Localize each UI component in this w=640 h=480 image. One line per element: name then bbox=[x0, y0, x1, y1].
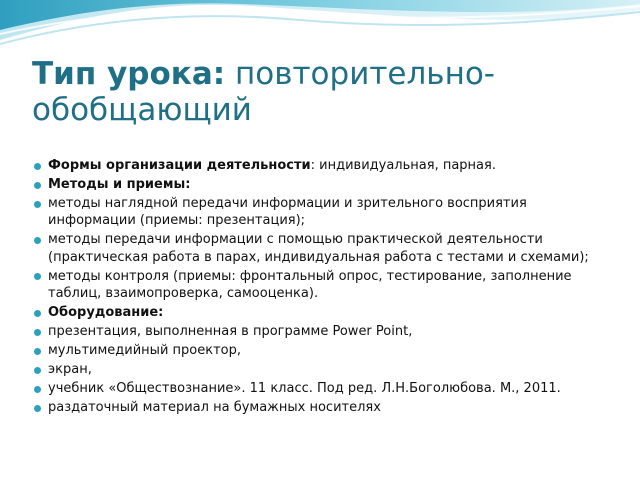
slide-title bbox=[32, 56, 622, 128]
list-item bbox=[34, 399, 608, 416]
bullet-dot-icon bbox=[34, 237, 41, 244]
list-item-text: методы наглядной передачи информации и зрительного восприятия информации (приемы: презентация); bbox=[48, 196, 527, 229]
bullet-dot-icon bbox=[34, 367, 41, 374]
bullet-dot-icon bbox=[34, 348, 41, 355]
bullet-dot-icon bbox=[34, 182, 41, 189]
list-item bbox=[34, 157, 608, 174]
bullet-dot-icon bbox=[34, 386, 41, 393]
list-item-bold: Методы и приемы: bbox=[48, 177, 191, 192]
list-item bbox=[34, 268, 608, 303]
list-item-bold: Формы организации деятельности bbox=[48, 158, 311, 173]
list-item-text: : индивидуальная, парная. bbox=[310, 158, 496, 173]
list-item-bold: Оборудование: bbox=[48, 305, 164, 321]
list-item bbox=[34, 323, 608, 340]
list-item bbox=[34, 176, 608, 193]
list-item-text: экран, bbox=[48, 362, 92, 378]
list-item bbox=[34, 304, 608, 321]
bullet-list bbox=[34, 157, 608, 418]
bullet-dot-icon bbox=[34, 163, 41, 170]
title-lesson-type-label: Тип урока: bbox=[32, 56, 226, 92]
bullet-dot-icon bbox=[34, 201, 41, 208]
list-item-text: методы контроля (приемы: фронтальный опрос, тестирование, заполнение таблиц, взаимопроверка, самооценка). bbox=[48, 268, 572, 302]
list-item-text: учебник «Обществознание». 11 класс. Под ред. Л.Н.Боголюбова. М., 2011. bbox=[48, 381, 561, 397]
list-item bbox=[34, 342, 608, 359]
list-item bbox=[34, 380, 608, 397]
bullet-dot-icon bbox=[34, 405, 41, 412]
title-lesson-type-value: повторительно-обобщающий bbox=[32, 56, 495, 128]
bullet-dot-icon bbox=[34, 273, 41, 280]
bullet-dot-icon bbox=[34, 310, 41, 317]
list-item bbox=[34, 231, 608, 266]
list-item-text: мультимедийный проектор, bbox=[48, 343, 241, 359]
list-item bbox=[34, 195, 608, 230]
list-item-text: раздаточный материал на бумажных носителях bbox=[48, 400, 381, 416]
list-item-text: методы передачи информации с помощью практической деятельности (практическая работа в парах, индивидуальная работа с тестами и схемами); bbox=[48, 232, 589, 265]
bullet-dot-icon bbox=[34, 329, 41, 336]
list-item bbox=[34, 361, 608, 378]
list-item-text: презентация, выполненная в программе Power Point, bbox=[48, 324, 413, 340]
